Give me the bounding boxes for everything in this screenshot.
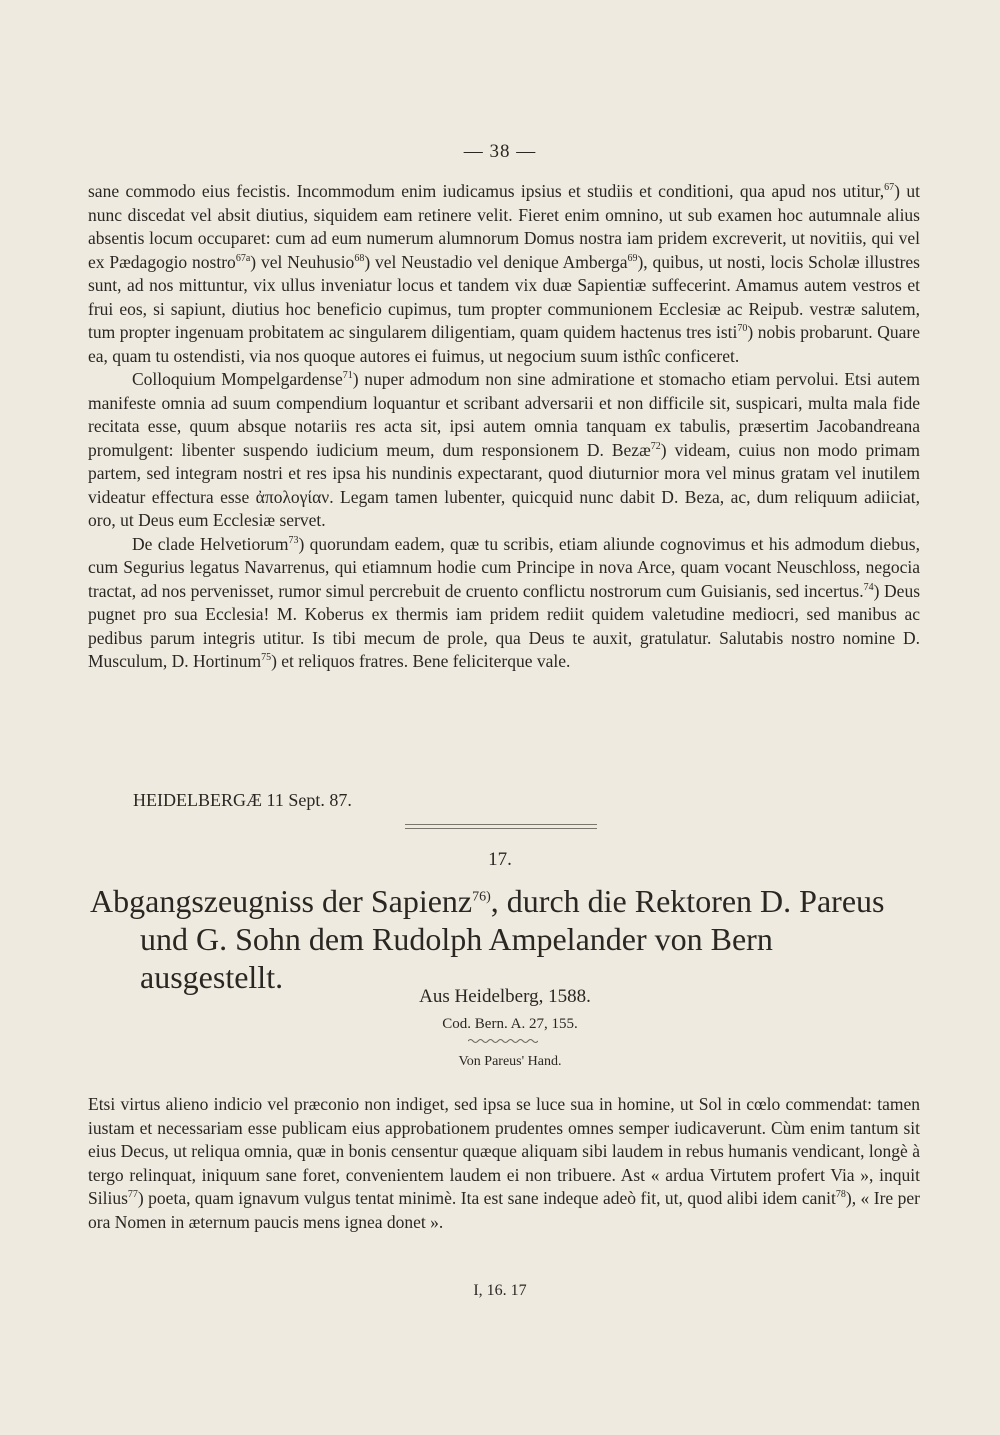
paragraph: Etsi virtus alieno indicio vel præconio non indiget, sed ipsa se luce sua in homine, ut Sol in cœlo commendat: tamen iustam et necessariam esse publicam eius approbationem prudentes omnes semper iudicaverunt. Cùm enim tantum sit eius Decus, ut reliqua omnia, quæ in bonis censentur quæque aliquam sibi laudem in rebus humanis vendicant, longè à tergo relinquat, iniquum sane foret, convenientem laudem ei non tribuere. Ast « ardua Virtutem profert Via », inquit Silius$^{77}$) poeta, quam ignavum vulgus tentat minimè. Ita est sane indeque adeò fit, ut, quod alibi idem canit$^{78}$), « Ire per ora Nomen in æternum paucis mens ignea donet ».: [88, 1094, 920, 1232]
certificate-body: [88, 1093, 920, 1234]
footnote-ref: 67: [884, 182, 895, 194]
document-title: [90, 878, 930, 996]
title-line-2: und G. Sohn dem Rudolph Ampelander von Bern: [140, 920, 773, 957]
paragraph: Colloquium Mompelgardense$^{71}$) nuper admodum non sine admiratione et stomacho etiam pervolui. Etsi autem manifeste omnia ad suum compendium loquantur et scribant adversarii et non difficile sit, suspicari, multa mala fide recitata esse, quum absque notariis res acta sit, ipsi autem omnia tanquam ex tabulis, præsertim Jacobandreana promulgent: libenter suspendo iudicium meum, dum responsionem D. Bezæ$^{72}$) videam, cuius non modo primam partem, sed integram nostri et res ipsa his nundinis expectarant, quod diuturnior mora vel minus gratam vel inutilem videatur effectura esse ἀπολογίαν. Legam tamen lubenter, quicquid nunc dabit D. Beza, ac, dum reliquum adiiciat, oro, ut Deus eum Ecclesiæ servet.: [88, 369, 920, 530]
hand-note: Von Pareus' Hand.: [458, 1054, 562, 1069]
footnote-ref: 67a: [235, 252, 251, 264]
footnote-ref: 76): [472, 889, 491, 904]
section-divider: [405, 824, 597, 825]
title-line-3: ausgestellt.: [140, 958, 284, 995]
footnote-ref: 72: [650, 440, 661, 452]
wavy-rule: [468, 1038, 538, 1044]
footnote-ref: 70: [737, 323, 748, 335]
paragraph: De clade Helvetiorum$^{73}$) quorundam eadem, quæ tu scribis, etiam aliunde cognovimus et his admodum diebus, cum Segurius legatus Navarrenus, qui etiamnum hodie cum Principe in nova Arce, quam vocant Neuschloss, negocia tractat, ad nos pervenisset, rumor simul percrebuit de cruento conflictu nostrorum cum Guisianis, sed incertus.$^{74}$) Deus pugnet pro sua Ecclesia! M. Koberus ex thermis iam pridem rediit quidem valetudine mediocri, sed manibus ac pedibus parum integris utitur. Is tibi mecum de prole, qua Deus te auxit, gratulatur. Salutabis nostro nomine D. Musculum, D. Hortinum$^{75}$) et reliquos fratres. Bene feliciterque vale.: [88, 533, 921, 671]
paragraph: sane commodo eius fecistis. Incommodum enim iudicamus ipsius et studiis et conditioni, qua apud nos utitur,$^{67}$) ut nunc discedat vel absit diutius, siquidem eam retinere velit. Fieret enim omnino, ut sub examen hoc autumnale alius absentis locum occuparet: cum ad eum numerum alumnorum Domus nostra iam pridem excreverit, ut novitiis, qui vel ex Pædagogio nostro$^{67a}$) vel Neuhusio$^{68}$) vel Neustadio vel denique Amberga$^{69}$), quibus, ut nosti, locis Scholæ illustres sunt, ad nos mittuntur, vix ullus inveniatur locus et tandem vix duæ Sapientiæ suffecerint. Amamus autem vestros et frui eos, si sapiunt, diutius hoc beneficio cupimus, tum propter communionem Ecclesiæ ac Reipub. vestræ salutem, tum propter ingenuam probitatem ac singularem diligentiam, quam quidem hactenus tres isti$^{70}$) nobis probarunt. Quare ea, quam tu ostendisti, via nos quoque autores ei fuimus, ut negocium suum isthîc conficeret.: [88, 181, 920, 366]
section-divider: [405, 828, 597, 829]
letter-body: [88, 180, 920, 674]
codex-reference: Cod. Bern. A. 27, 155.: [442, 1016, 578, 1032]
footnote-ref: 78: [835, 1189, 846, 1201]
footnote-ref: 75: [261, 652, 272, 664]
footnote-ref: 68: [354, 252, 365, 264]
page-number: — 38 —: [463, 141, 537, 162]
provenance: Aus Heidelberg, 1588.: [419, 986, 591, 1007]
document-number: 17.: [488, 849, 512, 870]
footnote-ref: 77: [127, 1189, 138, 1201]
title-line-1: Abgangszeugniss der Sapienz$^{76)}$, durch die Rektoren D. Pareus: [90, 882, 885, 919]
footnote-ref: 74: [863, 581, 874, 593]
signature-mark: I, 16. 17: [473, 1282, 527, 1299]
footnote-ref: 71: [342, 370, 353, 382]
footnote-ref: 69: [627, 252, 638, 264]
footnote-ref: 73: [288, 534, 299, 546]
letter-closing: HEIDELBERGÆ 11 Sept. 87.: [133, 790, 352, 810]
